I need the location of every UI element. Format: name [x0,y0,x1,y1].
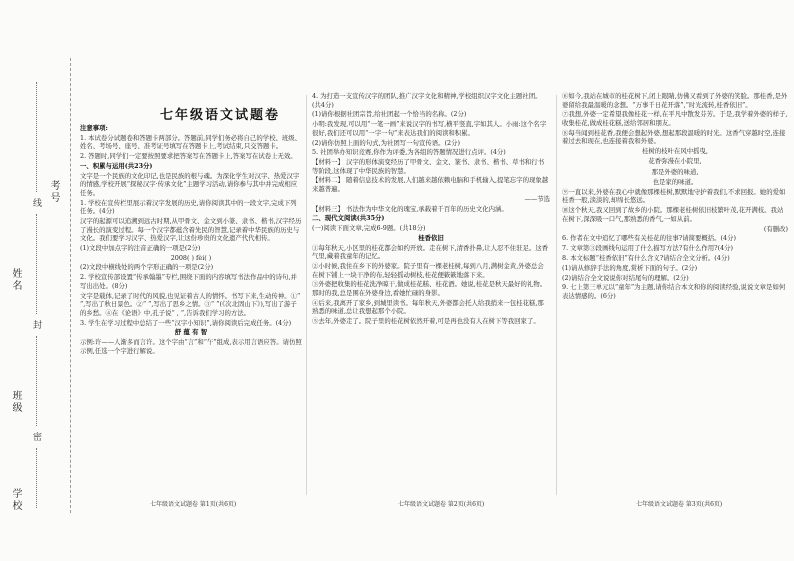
page-title: 七年级语文试题卷 [159,108,280,123]
question-1-part-2: (2)文段中横线处的两个字形正确的一项是(2分) [80,263,214,272]
passage-para-9: ⑨一直以来,外婆在我心中就像那棵桂树,默默地守护着我们,不求回报。她的爱如桂香一般,淡淡的,却绵长悠远。 [562,187,786,205]
question-8-part-1: (1)请从修辞手法的角度,赏析下面的句子。(2分) [562,263,698,272]
column-divider-2 [556,95,557,495]
seal-char-3: 密 [31,432,41,441]
question-4: 4. 为打造一支宣传汉字的团队,推广汉字文化和精神,学校组织汉字文化主题社团。(共4分) [312,92,542,109]
passage-para-10: ⑩这个秋天,我又回到了故乡的小院。那棵老桂树依旧枝繁叶茂,花开满枝。我站在树下,深深吸一口气,那熟悉的香气,一如从前。 [562,206,784,223]
column-3 [562,92,788,490]
section-2-heading: 二、现代文阅读(共35分) [312,214,385,223]
question-9: 9. 七上第三单元以“童年”为主题,请你结合本文和你的阅读经验,说说文章是如何表达情感的。(6分) [562,283,786,300]
question-8: 8. 本文标题“桂香依旧”有什么含义?请结合全文分析。(4分) [562,253,730,262]
name-label: 姓名 [10,268,21,292]
notice-1: 1. 本试卷分试题卷和答题卡两部分。答题前,同学们务必将自己的学校、班级、姓名、考场号、座号、准考证号填写在答题卡上,考试结束,只交答题卡。 [80,133,302,151]
notice-2: 2. 答题时,同学们一定要按照要求把答案写在答题卡上,答案写在试卷上无效。 [80,152,297,161]
question-5: 5. 社团举办知识竞赛,你作为评委,为各组的答题情况进行点评。(4分) [312,148,506,157]
binding-line-4 [36,448,37,508]
question-3: 3. 学生在学习过程中总结了一些“汉字小知识”,请你阅读后完成任务。(4分) [80,318,292,327]
binding-line-2 [36,214,37,314]
poem-line-2: 花香弥漫在小院里, [648,157,702,166]
passage-para-1: ①每年秋天,小区里的桂花都会如约开放。走在树下,清香扑鼻,让人忍不住驻足。这香气里,藏着我童年的记忆。 [312,243,549,261]
passage-para-7: ⑦我想,外婆一定希望我像桂花一样,在平凡中散发芬芳。于是,我学着外婆的样子,收集桂花,做成桂花糕,送给邻居和朋友。 [562,110,788,127]
binding-line-1 [36,82,37,192]
material-1: 【材料一】 汉字的形体演变经历了甲骨文、金文、篆书、隶书、楷书、草书和行书等阶段,这体现了中华民族的智慧。 [312,158,545,175]
question-1-part-1: (1)文段中加点字的注音正确的一项是(2分) [80,244,201,253]
section-2-sub: (一)阅读下面文章,完成6-9题。(共18分) [312,224,426,233]
passage-para-5: ⑤去年,外婆走了。院子里的桂花树依然开着,可是再也没有人在树下等我回家了。 [312,317,540,326]
passage-para-6: ⑥如今,我站在城市的桂花树下,闭上眼睛,仿佛又看到了外婆的笑脸。那桂香,是外婆留给我最温暖的念想。“万事千日花开落”,“时光流转,桂香依旧”。 [562,92,788,109]
material-source: ——节选 [524,194,550,203]
question-2: 2. 学校宣传部设置“传承翰墨”专栏,围绕下面的内容填写书法作品中的诗句,并写出出处。(8分) [80,273,297,290]
question-2-passage: 文字是载体,记录了时代的风貌,也见证着古人的情怀。书写下来,生动传神。①“ ”,写出了秋日景色。②“ ”,写出了思乡之情。③“ ”(《次北固山下》),写出了游子的乡愁。④在《论语》中,孔子说“ , ”,告诉我们学习的方法。 [80,291,301,317]
class-label: 班级 [10,390,21,414]
material-2: 【材料二】 随着信息技术的发展,人们越来越依赖电脑和手机输入,提笔忘字的现象越来越普遍。 [312,176,549,194]
binding-strip [0,58,71,513]
material-3: 【材料三】 书法作为中华文化的瑰宝,承载着千百年的历史文化内涵。 [312,204,508,213]
page-footer-3: 七年级语文试题卷 第3页(共6页) [636,501,723,508]
passage-title: 桂香依旧 [418,233,444,242]
poem-line-1: 桂树的枝叶在风中摇曳, [642,147,708,156]
column-1 [80,124,302,490]
passage-para-8: ⑧每当闻到桂花香,我便会想起外婆,想起那段温暖的时光。这香气穿越时空,连接着过去和现在,也连接着我和外婆。 [562,128,786,146]
column-2 [312,92,550,490]
passage-para-4: ④后来,我离开了家乡,到城里读书。每年秋天,外婆都会托人给我捎来一包桂花糕,那熟悉的味道,总让我想起那个小院。 [312,298,544,316]
page-footer-2: 七年级语文试题卷 第2页(共6页) [398,501,485,508]
question-4-part-2: (2)请你仿照上面的句式,为社团写一句宣传语。(2分) [312,138,460,147]
question-1-blanks: 2008( ) fèi( ) [170,253,212,262]
exam-no-label: 考号 [48,180,59,204]
question-6: 6. 作者在文中追忆了哪些有关桂花的往事?请简要概括。(4分) [562,234,736,243]
question-4-dialogue: 小明:我发现,可以用“一笔一画”来说汉字的书写,横平竖直,字如其人。小雨:这个名字很好,我们还可以用“一字一句”来表达我们的阅读和积累。 [312,120,547,137]
school-label: 学校 [10,488,21,512]
seal-char-2: 封 [31,320,41,329]
section-1-intro: 文字是一个民族的文化印记,也是民族的根与魂。为深化学生对汉字、热爱汉字的情感,学校开展“探秘汉字·传承文化”主题学习活动,请你参与其中并完成相应任务。 [80,171,300,197]
poem-line-4: 也是家的味道。 [652,177,698,186]
question-7: 7. 文章第③段画线句运用了什么描写方法?有什么作用?(4分) [562,244,734,253]
passage-source: (有删改) [763,224,788,233]
poem-line-3: 那是外婆的味道, [651,167,699,176]
passage-para-3: ③外婆把收集的桂花洗净晾干,做成桂花糕、桂花酒。她说,桂花是秋天最好的礼物。那时的我,总是围在外婆身边,看她忙碌的身影。 [312,280,547,297]
seal-char-1: 线 [31,198,41,207]
question-3-example: 示例:许——人渐多而言许。这个字由“言”和“午”组成,表示用言语应答。请仿照示例,任选一个字进行解说。 [80,337,302,355]
question-3-label: 舒 蕴 有 智 [174,328,208,337]
column-divider-1 [306,95,307,495]
passage-para-2: ②小时候,我住在乡下的外婆家。院子里有一棵老桂树,每到八月,满树金黄,外婆总会在树下铺上一块干净的布,轻轻摇动树枝,桂花便簌簌地落下来。 [312,261,544,279]
question-1: 1. 学校在宣传栏里展示着汉字发展的历史,请你阅读其中的一段文字,完成下列任务。(4分) [80,198,297,216]
question-8-part-2: (2)请结合全文说说你对结尾句的理解。(2分) [562,273,689,282]
binding-line-3 [36,336,37,426]
question-1-passage: 汉字的起源可以追溯到远古时期,从甲骨文、金文到小篆、隶书、楷书,汉字经历了漫长的演变过程。每一个汉字都蕴含着先民的智慧,记录着中华民族的历史与文化。我们要学习汉字、热爱汉字,让这份珍贵的文化遗产代代相传。 [80,217,302,243]
page-footer-1: 七年级语文试题卷 第1页(共6页) [150,501,237,508]
question-4-part-1: (1)请你根据社团宗旨,给社团起一个恰当的名称。(2分) [312,110,467,119]
section-1-heading: 一、积累与运用(共23分) [80,161,153,170]
notice-title: 注意事项: [80,124,108,132]
